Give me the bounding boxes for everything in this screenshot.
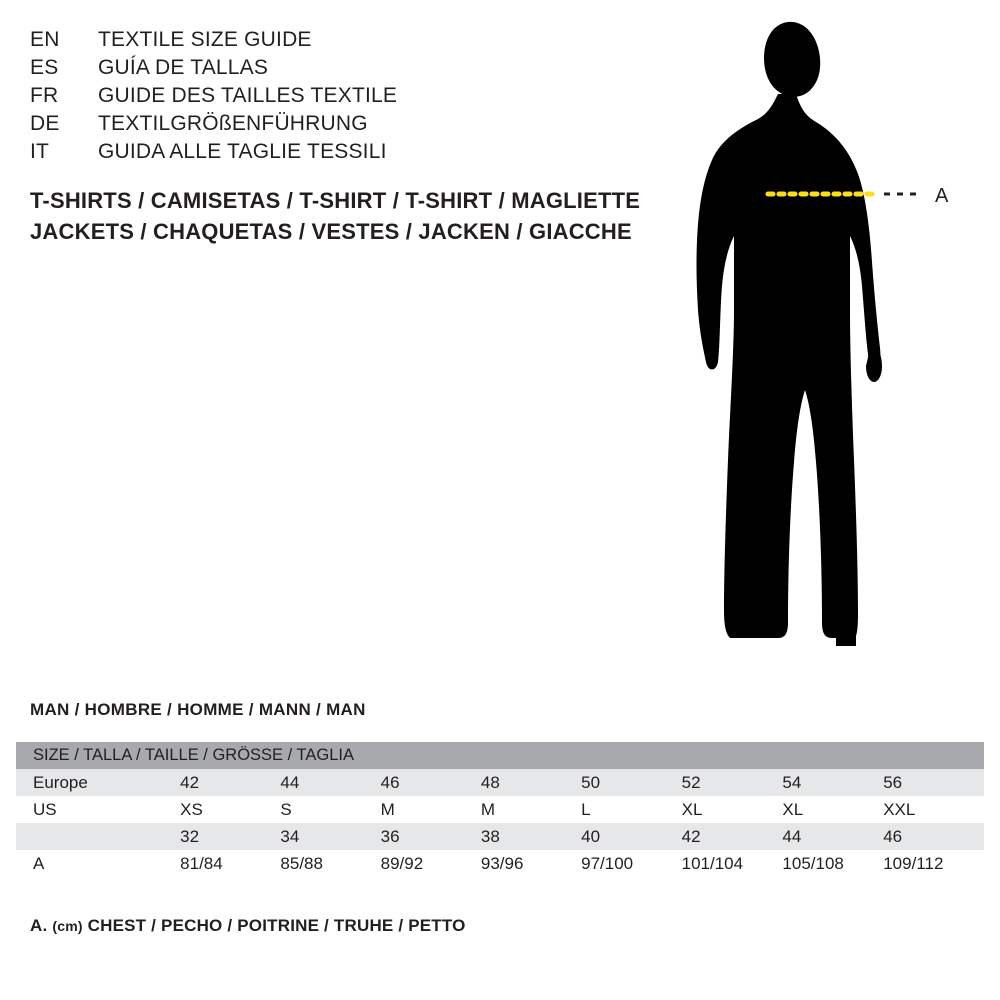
language-row (30, 84, 630, 112)
table-cell: S (280, 796, 380, 823)
table-cell: 54 (782, 769, 883, 796)
table-cell: 52 (682, 769, 783, 796)
table-cell: 32 (180, 823, 280, 850)
heading-tshirts: T-SHIRTS / CAMISETAS / T-SHIRT / T-SHIRT / MAGLIETTE (30, 188, 641, 213)
table-header-row (16, 742, 984, 769)
table-cell: 46 (883, 823, 984, 850)
gender-label: MAN / HOMBRE / HOMME / MANN / MAN (30, 700, 366, 719)
table-cell: 42 (180, 769, 280, 796)
table-cell: XL (682, 796, 783, 823)
table-row (16, 850, 984, 877)
table-cell: XS (180, 796, 280, 823)
table-cell: 34 (280, 823, 380, 850)
table-cell: M (481, 796, 581, 823)
row-label (16, 823, 180, 850)
row-label: A (16, 850, 180, 877)
language-code: DE (30, 112, 60, 135)
table-row (16, 769, 984, 796)
table-cell: 81/84 (180, 850, 280, 877)
size-table (16, 742, 984, 877)
table-row (16, 796, 984, 823)
table-cell: 93/96 (481, 850, 581, 877)
table-cell: 50 (581, 769, 682, 796)
table-cell: 36 (381, 823, 481, 850)
footnote-prefix: A. (30, 916, 48, 935)
chest-callout-label: A (935, 185, 949, 207)
table-cell: 101/104 (682, 850, 783, 877)
table-cell: 105/108 (782, 850, 883, 877)
language-text: GUIDE DES TAILLES TEXTILE (98, 84, 398, 107)
language-row (30, 28, 630, 56)
table-cell: L (581, 796, 682, 823)
language-text: GUÍA DE TALLAS (98, 56, 269, 79)
silhouette-shape (697, 22, 883, 646)
table-cell: 89/92 (381, 850, 481, 877)
table-cell: 40 (581, 823, 682, 850)
table-cell: XL (782, 796, 883, 823)
footnote-text: CHEST / PECHO / POITRINE / TRUHE / PETTO (87, 916, 466, 935)
table-cell: 42 (682, 823, 783, 850)
language-list (30, 28, 630, 168)
table-cell: 97/100 (581, 850, 682, 877)
language-code: EN (30, 28, 60, 51)
table-header-label: SIZE / TALLA / TAILLE / GRÖSSE / TAGLIA (33, 746, 354, 764)
table-cell: 85/88 (280, 850, 380, 877)
garment-headings (30, 185, 670, 247)
table-cell: 56 (883, 769, 984, 796)
table-cell: 44 (280, 769, 380, 796)
table-cell: XXL (883, 796, 984, 823)
language-row (30, 140, 630, 168)
table-row (16, 823, 984, 850)
row-label: Europe (16, 769, 180, 796)
language-row (30, 112, 630, 140)
language-text: TEXTILGRÖßENFÜHRUNG (98, 112, 368, 135)
table-cell: 48 (481, 769, 581, 796)
language-text: GUIDA ALLE TAGLIE TESSILI (98, 140, 387, 163)
language-code: FR (30, 84, 59, 107)
footnote (30, 916, 466, 936)
language-code: IT (30, 140, 50, 163)
table-cell: 44 (782, 823, 883, 850)
table-cell: 38 (481, 823, 581, 850)
language-text: TEXTILE SIZE GUIDE (98, 28, 312, 51)
table-cell: 46 (381, 769, 481, 796)
table-header-cell (16, 742, 984, 769)
row-label: US (16, 796, 180, 823)
table-cell: M (381, 796, 481, 823)
table-cell: 109/112 (883, 850, 984, 877)
male-silhouette-figure (660, 10, 990, 670)
heading-jackets: JACKETS / CHAQUETAS / VESTES / JACKEN / GIACCHE (30, 219, 632, 244)
language-row (30, 56, 630, 84)
language-code: ES (30, 56, 59, 79)
footnote-unit: (cm) (52, 918, 83, 934)
